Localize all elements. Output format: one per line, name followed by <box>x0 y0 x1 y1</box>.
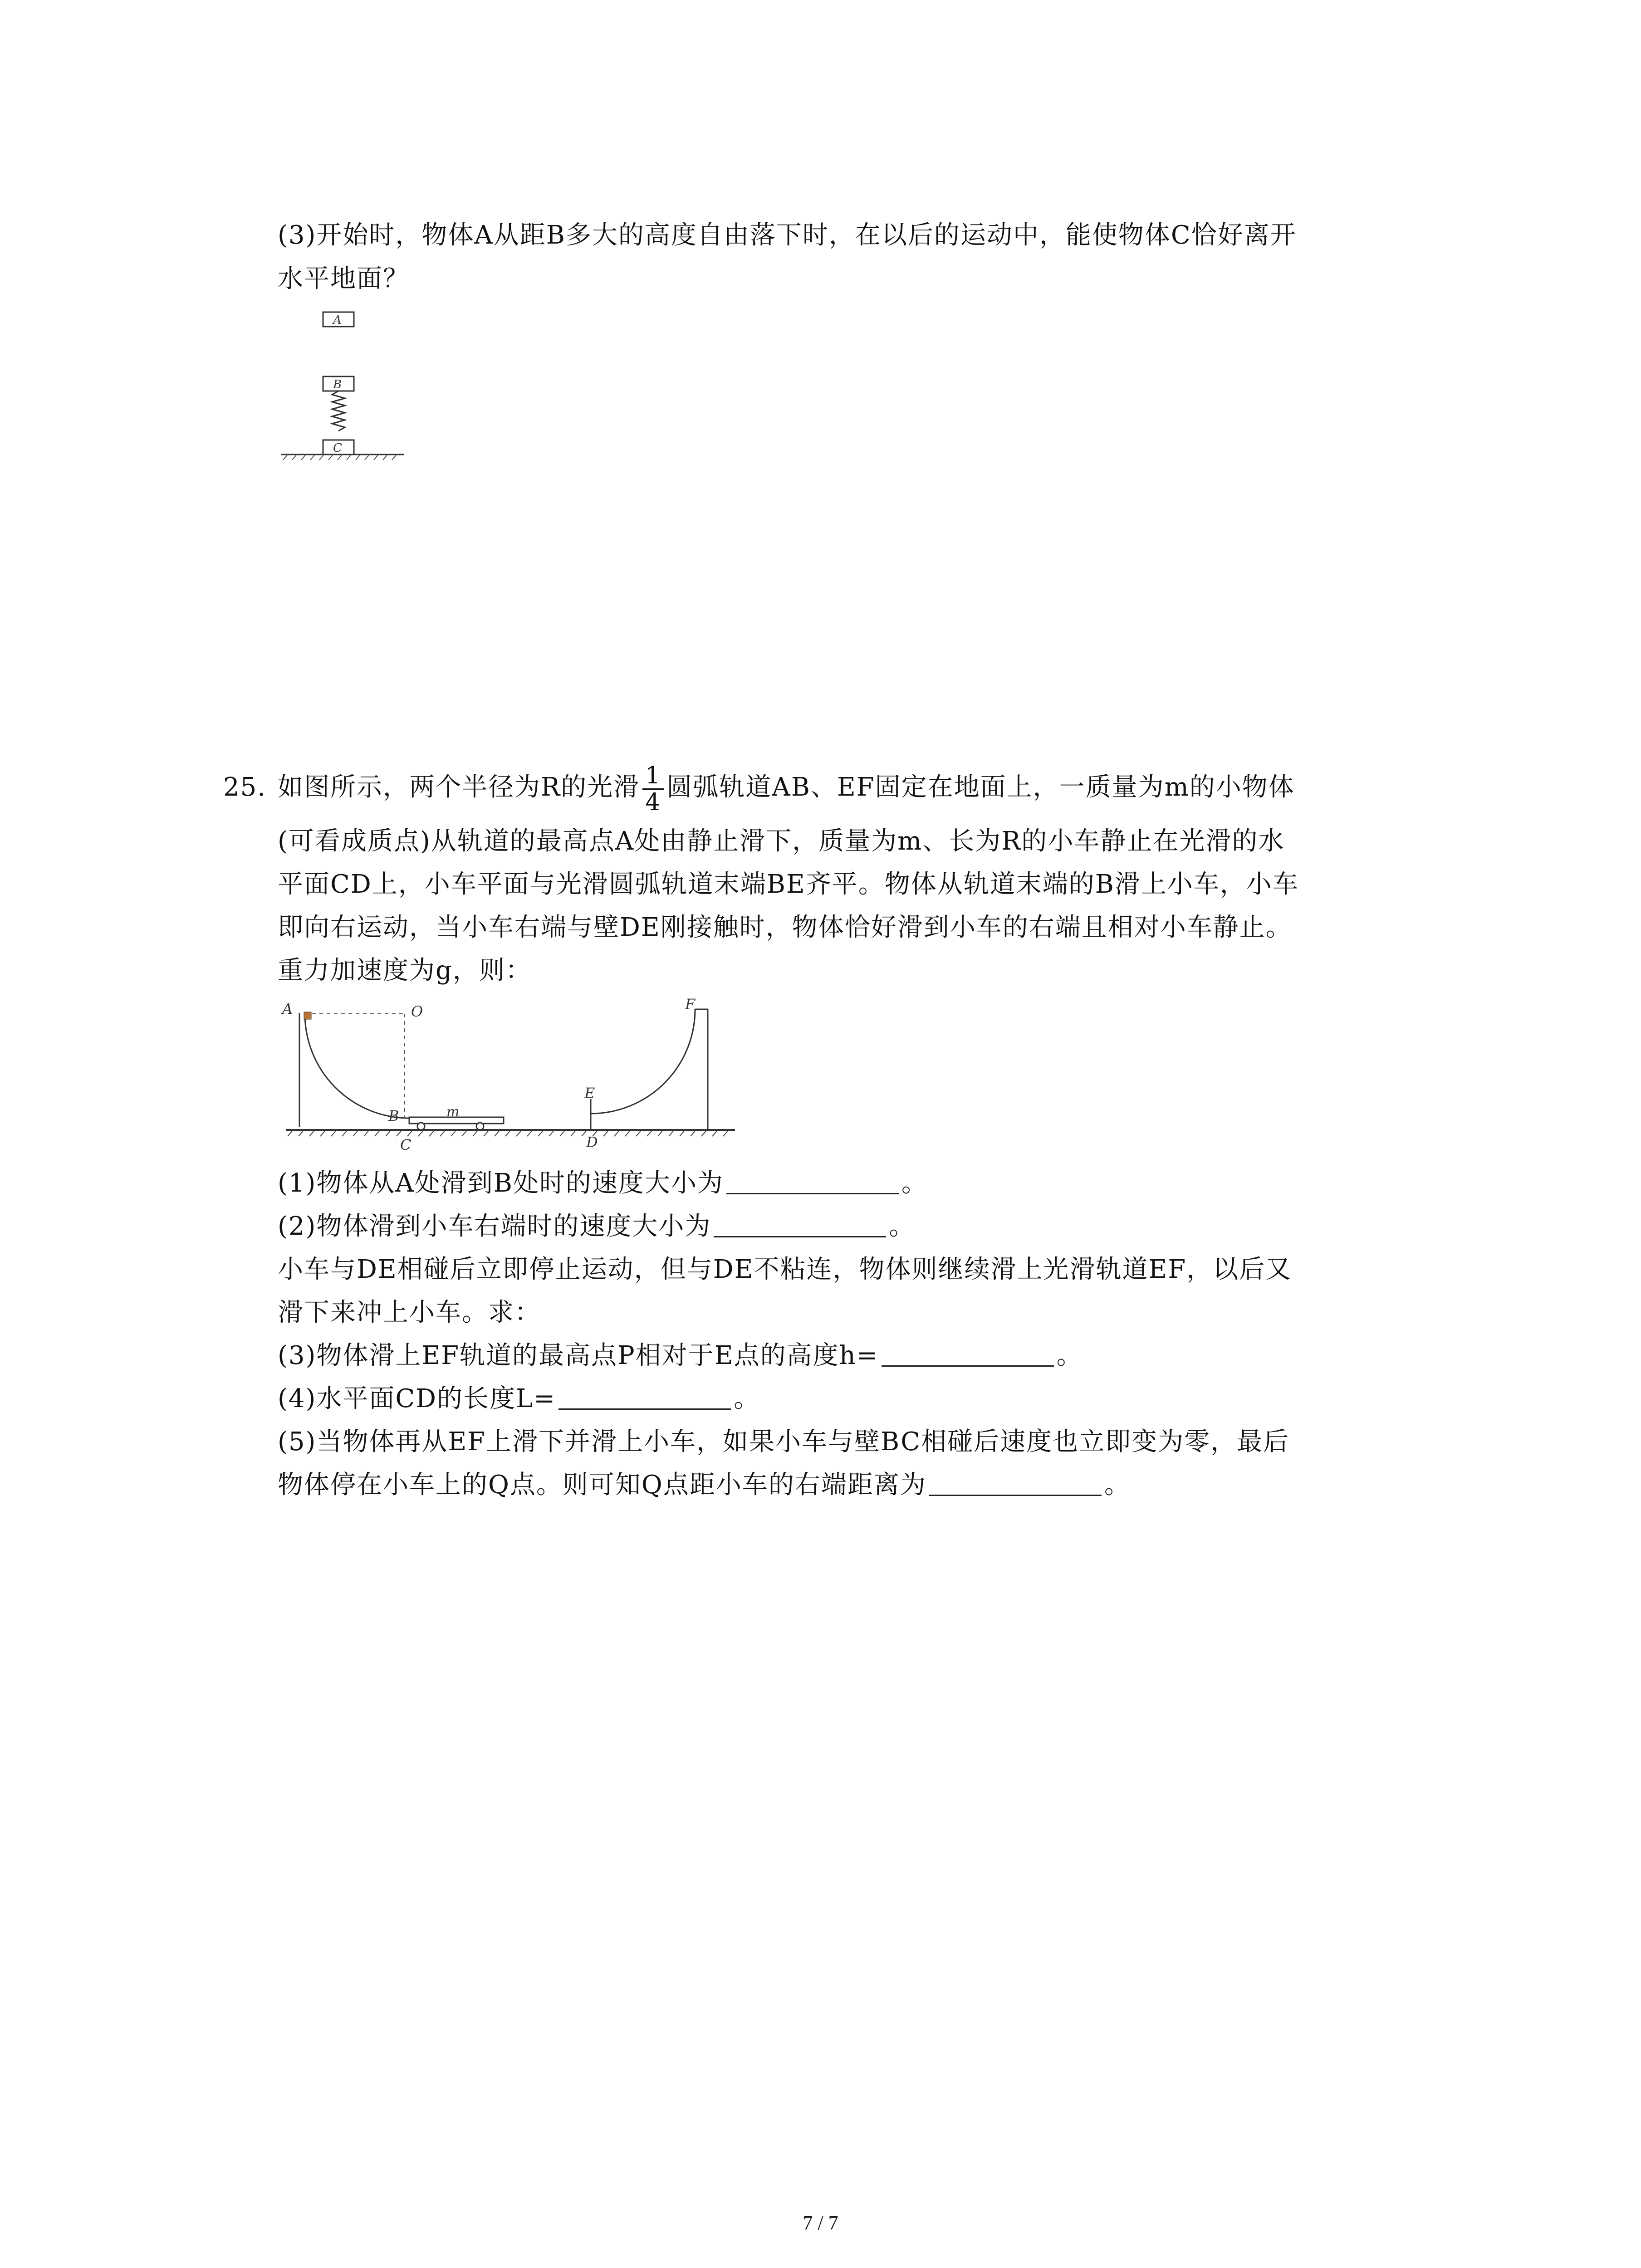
q24-part3-line2: 水平地面？ <box>278 264 409 293</box>
part2-text: (2)物体滑到小车右端时的速度大小为 <box>278 1212 711 1241</box>
answer-blank-3[interactable] <box>882 1342 1054 1367</box>
q25-stem-line4: 即向右运动，当小车右端与壁DE刚接触时，物体恰好滑到小车的右端且相对小车静止。 <box>278 913 1292 942</box>
q25-part4 <box>278 1383 760 1415</box>
part2-end: 。 <box>889 1212 916 1241</box>
block-b-label: B <box>333 378 342 391</box>
left-arc-ab <box>305 1014 409 1118</box>
part1-text: (1)物体从A处滑到B处时的速度大小为 <box>278 1168 724 1198</box>
q25-stem-b: 圆弧轨道AB、EF固定在地面上，一质量为m的小物体 <box>666 772 1295 802</box>
q25-mid-line2: 滑下来冲上小车。求： <box>278 1298 541 1327</box>
q25-stem-line2: (可看成质点)从轨道的最高点A处由静止滑下，质量为m、长为R的小车静止在光滑的水 <box>278 826 1285 856</box>
q25-stem-line3: 平面CD上，小车平面与光滑圆弧轨道末端BE齐平。物体从轨道末端的B滑上小车，小车 <box>278 870 1299 899</box>
ground-hatch <box>283 455 397 460</box>
q25-stem-line1 <box>223 763 1295 815</box>
part1-end: 。 <box>901 1168 928 1198</box>
page-number: 7 / 7 <box>803 2212 838 2234</box>
fraction-denominator: 4 <box>645 789 661 816</box>
answer-blank-2[interactable] <box>714 1212 886 1237</box>
block-a-label: A <box>333 313 342 327</box>
label-m: m <box>446 1104 460 1120</box>
block-c-label: C <box>333 441 342 455</box>
answer-blank-4[interactable] <box>558 1385 731 1410</box>
part5-text: 物体停在小车上的Q点。则可知Q点距小车的右端距离为 <box>278 1470 926 1500</box>
q25-part5-line1: (5)当物体再从EF上滑下并滑上小车，如果小车与壁BC相碰后速度也立即变为零，最后 <box>278 1427 1290 1457</box>
label-d: D <box>586 1134 598 1151</box>
q25-part2 <box>278 1211 915 1242</box>
part3-end: 。 <box>1056 1341 1083 1370</box>
label-c: C <box>400 1136 411 1154</box>
q25-mid-line1: 小车与DE相碰后立即停止运动，但与DE不粘连，物体则继续滑上光滑轨道EF，以后又 <box>278 1255 1292 1284</box>
ground-hatch <box>288 1130 729 1136</box>
track-cart-figure <box>277 996 744 1163</box>
part4-end: 。 <box>734 1384 760 1413</box>
spring <box>332 391 345 431</box>
answer-blank-1[interactable] <box>726 1169 899 1194</box>
q25-part3 <box>278 1340 1083 1372</box>
question-number: 25. <box>223 772 267 802</box>
label-o: O <box>411 1003 423 1020</box>
answer-blank-5[interactable] <box>929 1471 1102 1496</box>
label-e: E <box>584 1085 595 1102</box>
fraction-numerator: 1 <box>642 763 664 790</box>
q25-part5-line2 <box>278 1469 1131 1501</box>
q25-stem-line5: 重力加速度为g，则： <box>278 956 532 985</box>
q24-part3-line1: (3)开始时，物体A从距B多大的高度自由落下时，在以后的运动中，能使物体C恰好离开 <box>278 220 1297 250</box>
cart-wheel-left <box>417 1123 425 1130</box>
small-object <box>304 1012 311 1019</box>
label-a: A <box>282 1000 293 1017</box>
quarter-fraction <box>642 763 664 815</box>
part5-end: 。 <box>1104 1470 1131 1500</box>
right-arc-ef <box>591 1009 695 1114</box>
q25-part1 <box>278 1168 928 1199</box>
q25-stem-a: 如图所示，两个半径为R的光滑 <box>278 772 640 802</box>
label-f: F <box>685 996 696 1013</box>
part4-text: (4)水平面CD的长度L= <box>278 1384 556 1413</box>
spring-blocks-figure <box>277 308 408 463</box>
part3-text: (3)物体滑上EF轨道的最高点P相对于E点的高度h= <box>278 1341 879 1370</box>
label-b: B <box>388 1107 399 1124</box>
cart-wheel-right <box>476 1123 484 1130</box>
